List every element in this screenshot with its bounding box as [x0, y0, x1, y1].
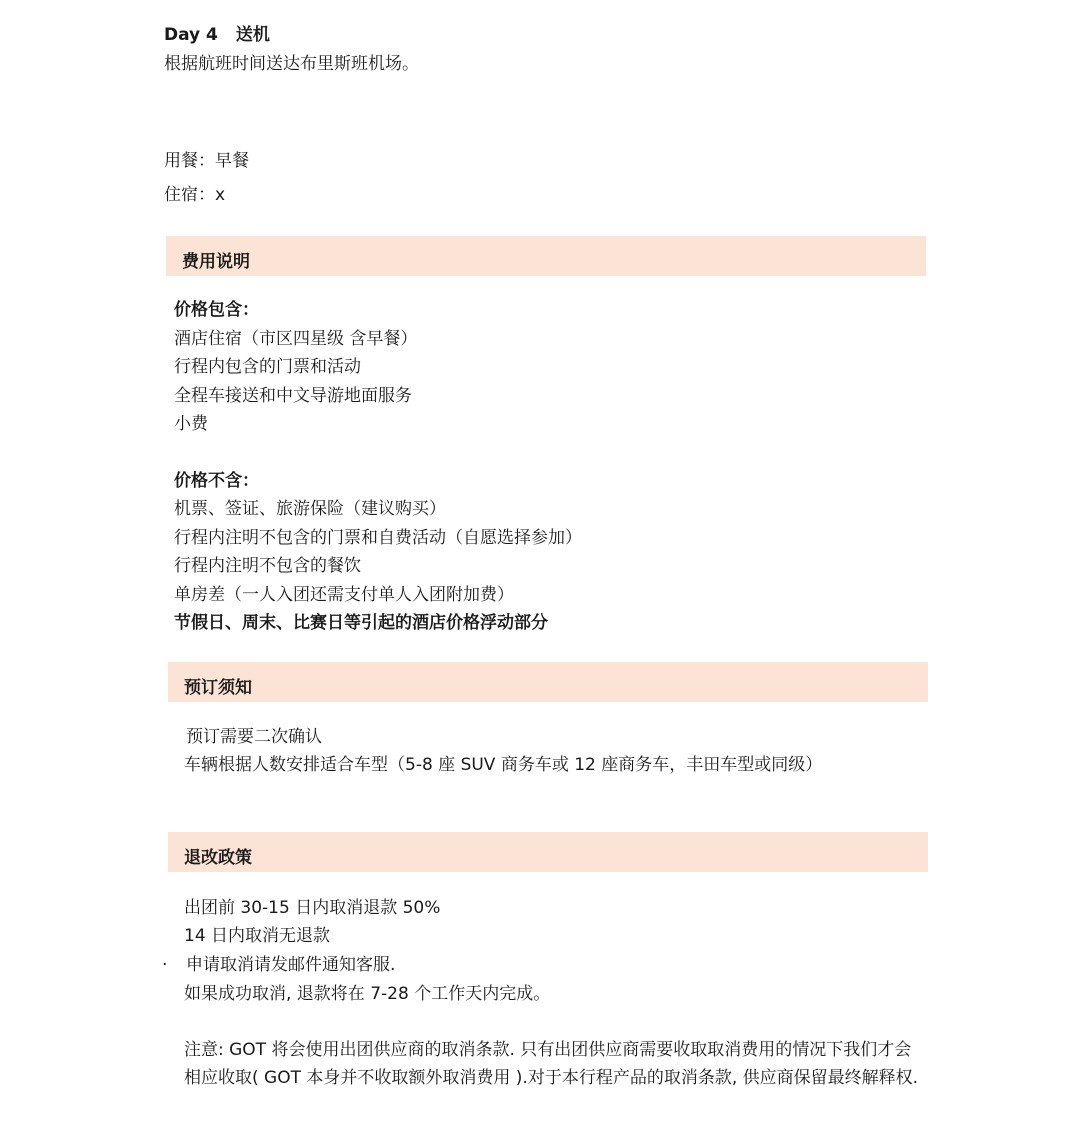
- refund-section-header: [168, 832, 928, 872]
- excluded-title: 价格不含：: [174, 471, 259, 491]
- excluded-item-bold: 节假日、周末、比赛日等引起的酒店价格浮动部分: [174, 613, 548, 633]
- excluded-item: 行程内注明不包含的门票和自费活动（自愿选择参加）: [174, 528, 582, 548]
- refund-item: 出团前 30-15 日内取消退款 50%: [184, 898, 441, 918]
- booking-section-header: [168, 662, 928, 702]
- day-label: Day 4: [164, 25, 218, 45]
- refund-item: 14 日内取消无退款: [184, 926, 331, 946]
- meals-info: 用餐：早餐: [164, 151, 249, 171]
- included-item: 酒店住宿（市区四星级 含早餐）: [174, 329, 418, 349]
- day-description: 根据航班时间送达布里斯班机场。: [164, 54, 419, 74]
- included-item: 全程车接送和中文导游地面服务: [174, 386, 412, 406]
- fees-section-header: [166, 236, 926, 276]
- day-heading: [164, 20, 270, 45]
- included-title: 价格包含：: [174, 300, 259, 320]
- excluded-item: 机票、签证、旅游保险（建议购买）: [174, 499, 446, 519]
- booking-heading: 预订须知: [184, 678, 252, 698]
- booking-item: 车辆根据人数安排适合车型（5-8 座 SUV 商务车或 12 座商务车，丰田车型或同级）: [184, 755, 823, 775]
- included-item: 小费: [174, 414, 208, 434]
- refund-note: 注意: GOT 将会使用出团供应商的取消条款. 只有出团供应商需要收取取消费用的情况下我们才会相应收取( GOT 本身并不收取额外取消费用 ).对于本行程产品的取消条款, 供应商保留最终解释权.: [184, 1040, 919, 1088]
- refund-item: 如果成功取消, 退款将在 7-28 个工作天内完成。: [184, 984, 551, 1004]
- included-item: 行程内包含的门票和活动: [174, 357, 361, 377]
- booking-item: 预订需要二次确认: [186, 727, 322, 747]
- day-title: 送机: [235, 25, 270, 45]
- refund-item: 申请取消请发邮件通知客服.: [186, 955, 396, 975]
- refund-heading: 退改政策: [184, 848, 252, 868]
- lodging-info: 住宿：x: [164, 185, 226, 205]
- fees-heading: 费用说明: [182, 252, 250, 272]
- excluded-item: 行程内注明不包含的餐饮: [174, 556, 361, 576]
- bullet-dot: ·: [162, 955, 168, 975]
- excluded-item: 单房差（一人入团还需支付单人入团附加费）: [174, 585, 514, 605]
